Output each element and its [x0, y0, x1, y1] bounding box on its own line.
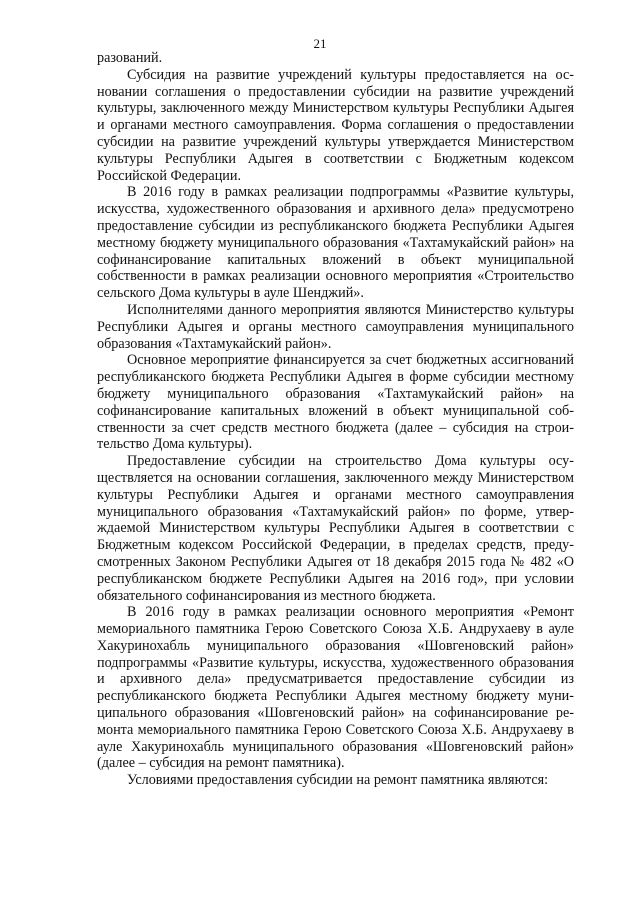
paragraph-2016-monument-repair: В 2016 году в рамках реализации основного мероприятия «Ремонт мемориального памятника Герою Советского Союза Х.Б. Андрухаеву в ауле Хакуринохабль муниципального образования «Шовгеновский район» подпрограммы «Развитие культуры, искусства, художественного образования и архивного дела» предусматривается предоставление субсидии из республиканского бюджета Республики Адыгея местному бюджету муниципального образования «Шовгеновский район» на софинансирование ремонта мемориального памятника Герою Советского Союза Х.Б. Андрухаеву в ауле Хакуринохабль муниципального образования «Шовгеновский район» (далее – субсидия на ремонт памятника). [97, 604, 574, 772]
document-body [97, 50, 574, 789]
paragraph-executors: Исполнителями данного мероприятия являются Министерство культуры Республики Адыгея и органы местного самоуправления муниципального образования «Тахтамукайский район». [97, 301, 574, 352]
paragraph-conditions: Условиями предоставления субсидии на ремонт памятника являются: [127, 772, 549, 789]
paragraph-2016-culture-house-construction: В 2016 году в рамках реализации подпрограммы «Развитие культуры, искусства, художественного образования и архивного дела» предусмотрено предоставление субсидии из республиканского бюджета Республики Адыгея местному бюджету муниципального образования «Тахтамукайский район» на софинансирование капитальных вложений в объект муниципальной собственности в рамках реализации основного мероприятия «Строительство сельского Дома культуры в ауле Шенджий». [97, 184, 574, 302]
paragraph-continuation: разований. [97, 50, 163, 66]
paragraph-financing: Основное мероприятие финансируется за счет бюджетных ассигнований республиканского бюджета Республики Адыгея в форме субсидии местному бюджету муниципального образования «Тахтамукайский район» на софинансирование капитальных вложений в объект муниципальной собственности за счет средств местного бюджета (далее – субсидия на строительство Дома культуры). [97, 352, 574, 453]
page-number: 21 [313, 36, 327, 51]
paragraph-provision-agreement: Предоставление субсидии на строительство Дома культуры осуществляется на основании соглашения, заключенного между Министерством культуры Республики Адыгея и органами местного самоуправления муниципального образования «Тахтамукайский район» по форме, утверждаемой Министерством культуры Республики Адыгея в соответствии с Бюджетным кодексом Российской Федерации, в пределах средств, предусмотренных Законом Республики Адыгея от 18 декабря 2015 года № 482 «О республиканском бюджете Республики Адыгея на 2016 год», при условии обязательного софинансирования из местного бюджета. [97, 453, 574, 604]
paragraph-subsidy-culture-institutions: Субсидия на развитие учреждений культуры предоставляется на основании соглашения о предоставлении субсидии на развитие учреждений культуры, заключенного между Министерством культуры Республики Адыгея и органами местного самоуправления. Форма соглашения о предоставлении субсидии на развитие учреждений культуры утверждается Министерством культуры Республики Адыгея в соответствии с Бюджетным кодексом Российской Федерации. [97, 66, 574, 184]
